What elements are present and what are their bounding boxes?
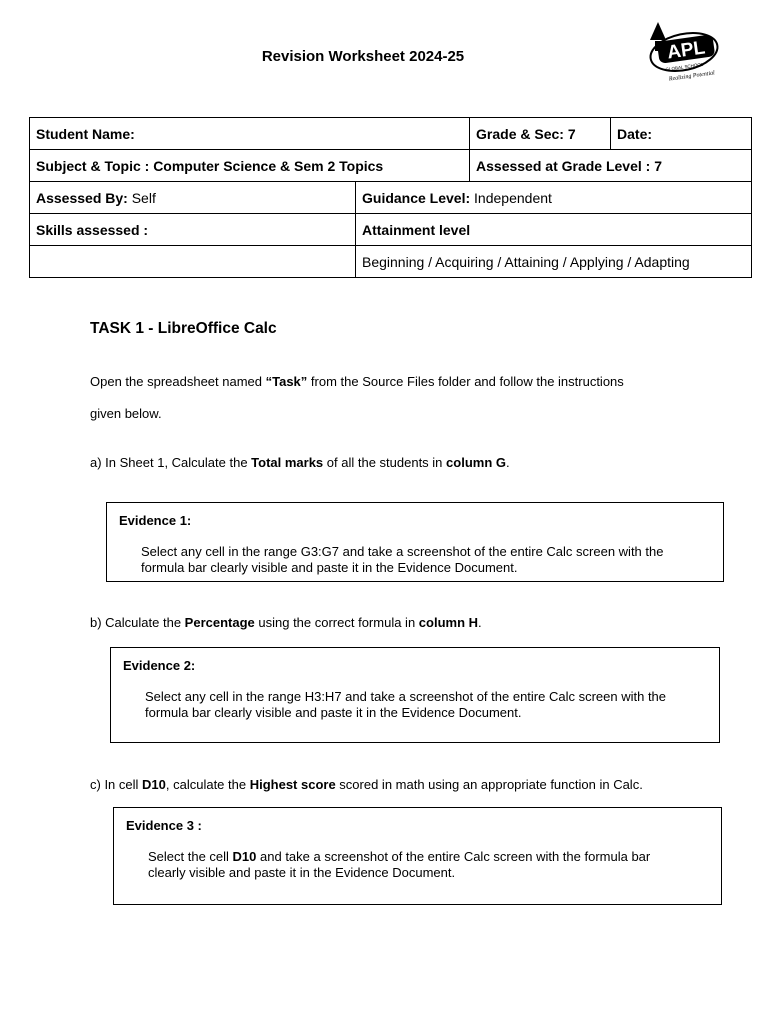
evidence-3-line1-post: and take a screenshot of the entire Calc screen with the formula bar: [256, 849, 651, 864]
evidence-1-line2: formula bar clearly visible and paste it in the Evidence Document.: [141, 560, 518, 575]
evidence-box-2: [110, 647, 720, 743]
evidence-box-1: [106, 502, 724, 582]
evidence-2-label: Evidence 2:: [123, 658, 196, 673]
date-cell: Date:: [611, 118, 752, 150]
grade-sec-cell: Grade & Sec: 7: [470, 118, 611, 150]
evidence-3-text: [148, 849, 718, 881]
question-a-column: column G: [446, 455, 506, 470]
assessed-by-cell: [30, 182, 356, 214]
question-a-text-mid: of all the students in: [323, 455, 447, 470]
logo-main-text: APL: [665, 37, 707, 64]
table-row: [30, 182, 752, 214]
question-c-cell: D10: [142, 777, 166, 792]
guidance-label: Guidance Level:: [362, 189, 471, 206]
student-info-table: [29, 117, 752, 278]
evidence-1-label: Evidence 1:: [119, 513, 192, 528]
evidence-3-line2: clearly visible and paste it in the Evidence Document.: [148, 865, 456, 880]
table-row: [30, 118, 752, 150]
logo-mark: [647, 22, 721, 83]
question-c-text: c) In cell: [90, 777, 143, 792]
evidence-3-label: Evidence 3 :: [126, 818, 202, 833]
question-a-bold: Total marks: [251, 455, 324, 470]
guidance-level-cell: [356, 182, 752, 214]
subject-topic-cell: Subject & Topic : Computer Science & Sem 2 Topics: [30, 150, 470, 182]
logo-sub-text: GLOBAL SCHOOL: [665, 61, 704, 73]
question-c-text-mid: , calculate the: [165, 777, 250, 792]
question-a: [90, 455, 510, 471]
intro-filename: “Task”: [265, 374, 308, 389]
task-intro: [90, 374, 624, 390]
evidence-3-cell: D10: [232, 849, 257, 864]
table-row: [30, 150, 752, 182]
task-title: TASK 1 - LibreOffice Calc: [90, 320, 277, 337]
assessed-grade-cell: Assessed at Grade Level : 7: [470, 150, 752, 182]
evidence-2-line1: Select any cell in the range H3:H7 and take a screenshot of the entire Calc screen with the: [145, 689, 667, 704]
attainment-level-cell: Attainment level: [356, 214, 752, 246]
evidence-3-line1: [148, 849, 718, 865]
evidence-1-line1: Select any cell in the range G3:G7 and take a screenshot of the entire Calc screen with the: [141, 544, 664, 559]
intro-text: Open the spreadsheet named: [90, 374, 266, 389]
question-b-bold: Percentage: [184, 615, 255, 630]
evidence-2-line2: formula bar clearly visible and paste it in the Evidence Document.: [145, 705, 522, 720]
question-c: [90, 777, 643, 793]
attainment-scale-cell: Beginning / Acquiring / Attaining / Applying / Adapting: [356, 246, 752, 278]
question-b-end: .: [478, 615, 482, 630]
school-logo-icon: [636, 18, 724, 84]
assessed-by-value: Self: [127, 189, 156, 206]
question-a-text: a) In Sheet 1, Calculate the: [90, 455, 252, 470]
task-intro-line2: given below.: [90, 406, 162, 421]
question-a-end: .: [505, 455, 510, 470]
question-b-text-mid: using the correct formula in: [254, 615, 419, 630]
student-name-cell: Student Name:: [30, 118, 470, 150]
evidence-3-line1-pre: Select the cell: [148, 849, 233, 864]
page-title: Revision Worksheet 2024-25: [261, 48, 465, 65]
assessed-by-label: Assessed By:: [36, 189, 128, 206]
skills-assessed-cell: Skills assessed :: [30, 214, 356, 246]
evidence-2-text: [145, 689, 715, 721]
question-b-column: column H: [418, 615, 479, 630]
question-c-end: scored in math using an appropriate function in Calc.: [335, 777, 643, 792]
skills-blank-cell: [30, 246, 356, 278]
table-row: [30, 246, 752, 278]
logo-tagline: Realizing Potential: [668, 70, 716, 83]
table-row: [30, 214, 752, 246]
intro-text-post: from the Source Files folder and follow the instructions: [307, 374, 624, 389]
question-b-text: b) Calculate the: [90, 615, 185, 630]
evidence-box-3: [113, 807, 722, 905]
question-c-bold: Highest score: [249, 777, 336, 792]
question-b: [90, 615, 482, 631]
guidance-value: Independent: [470, 189, 552, 206]
evidence-1-text: [141, 544, 711, 576]
